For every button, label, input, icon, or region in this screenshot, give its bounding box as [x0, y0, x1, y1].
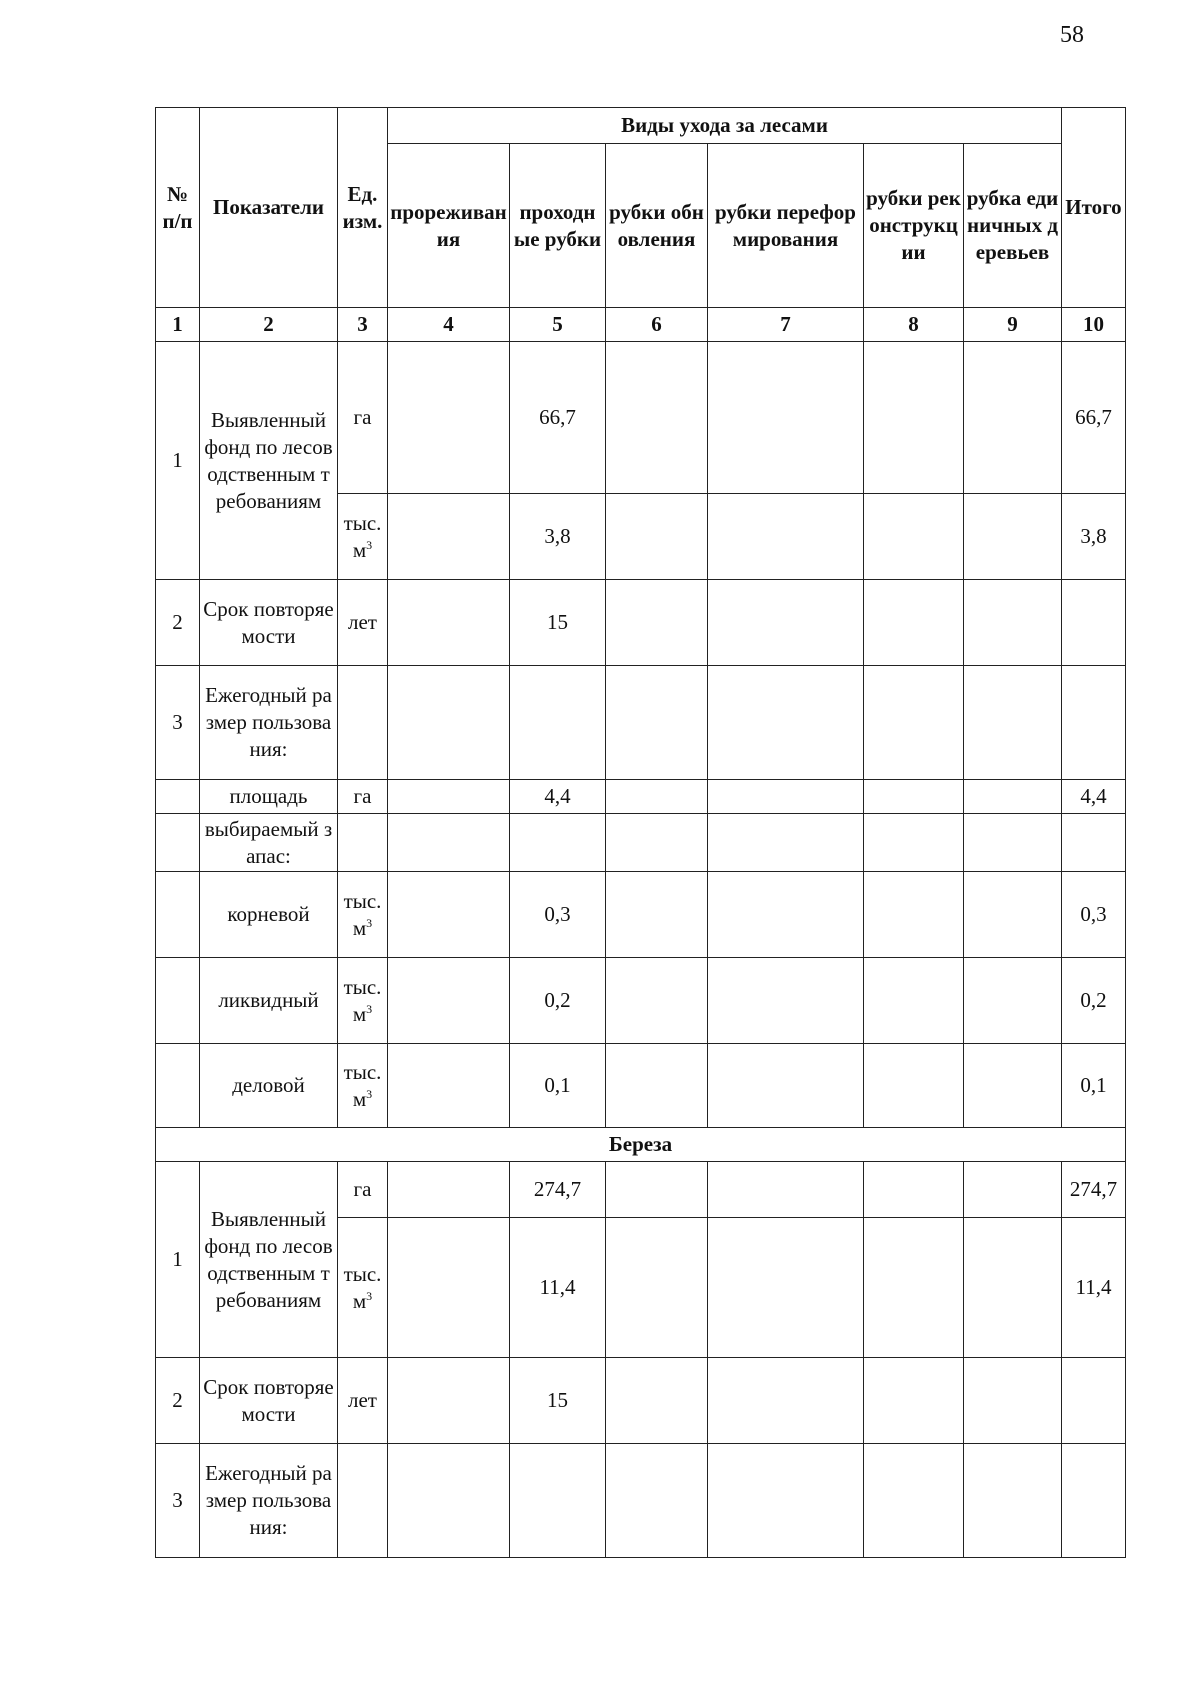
cell-total: 0,2	[1062, 958, 1126, 1044]
cell-c6	[606, 342, 708, 494]
cell-c4	[388, 958, 510, 1044]
cell-c8	[864, 342, 964, 494]
cell-c9	[964, 780, 1062, 814]
row-indicator: Срок повторяемости	[200, 580, 338, 666]
cell-total: 274,7	[1062, 1162, 1126, 1218]
table-row	[156, 780, 1126, 814]
cell-c9	[964, 494, 1062, 580]
cell-c6	[606, 1358, 708, 1444]
header-group-title: Виды ухода за лесами	[388, 108, 1062, 144]
cell-c9	[964, 666, 1062, 780]
cell-c5	[510, 666, 606, 780]
row-num: 1	[156, 342, 200, 580]
row-num: 3	[156, 1444, 200, 1558]
cell-c9	[964, 872, 1062, 958]
row-unit: лет	[338, 1358, 388, 1444]
cell-c8	[864, 872, 964, 958]
row-indicator: площадь	[200, 780, 338, 814]
cell-c6	[606, 666, 708, 780]
cell-c7	[708, 494, 864, 580]
cell-c7	[708, 814, 864, 872]
cell-c6	[606, 580, 708, 666]
row-unit: га	[338, 780, 388, 814]
cell-total: 3,8	[1062, 494, 1126, 580]
cell-total: 0,1	[1062, 1044, 1126, 1128]
cell-c5: 0,1	[510, 1044, 606, 1128]
page-number: 58	[1060, 22, 1084, 48]
table-row	[156, 958, 1126, 1044]
cell-c7	[708, 666, 864, 780]
cell-c5: 11,4	[510, 1218, 606, 1358]
cell-c8	[864, 1162, 964, 1218]
row-unit: тыс. $м^3$	[338, 1044, 388, 1128]
cell-c6	[606, 1218, 708, 1358]
cell-c7	[708, 1162, 864, 1218]
cell-c4	[388, 1162, 510, 1218]
cell-c9	[964, 342, 1062, 494]
row-unit: га	[338, 1162, 388, 1218]
cell-c5: 4,4	[510, 780, 606, 814]
row-unit	[338, 666, 388, 780]
cell-c8	[864, 814, 964, 872]
cell-total	[1062, 1358, 1126, 1444]
cell-c4	[388, 1044, 510, 1128]
cell-c5: 3,8	[510, 494, 606, 580]
col-number: 4	[388, 308, 510, 342]
cell-total	[1062, 814, 1126, 872]
cell-c8	[864, 958, 964, 1044]
table-row	[156, 342, 1126, 494]
cell-c8	[864, 1358, 964, 1444]
row-unit	[338, 814, 388, 872]
table-row	[156, 1162, 1126, 1218]
cell-c9	[964, 1218, 1062, 1358]
col-number: 8	[864, 308, 964, 342]
col-number: 5	[510, 308, 606, 342]
header-type-passage: проходные рубки	[510, 144, 606, 308]
cell-c7	[708, 958, 864, 1044]
cell-c7	[708, 780, 864, 814]
row-indicator: Выявленный фонд по лесоводственным требованиям	[200, 342, 338, 580]
cell-total: 0,3	[1062, 872, 1126, 958]
cell-c6	[606, 1444, 708, 1558]
cell-c6	[606, 1162, 708, 1218]
col-number: 6	[606, 308, 708, 342]
header-type-reformation: рубки переформирования	[708, 144, 864, 308]
cell-c4	[388, 666, 510, 780]
cell-c7	[708, 1218, 864, 1358]
row-unit: га	[338, 342, 388, 494]
cell-c8	[864, 1218, 964, 1358]
row-unit	[338, 1444, 388, 1558]
cell-c9	[964, 958, 1062, 1044]
cell-c6	[606, 494, 708, 580]
cell-c4	[388, 872, 510, 958]
row-indicator: Ежегодный размер пользования:	[200, 1444, 338, 1558]
cell-c6	[606, 780, 708, 814]
header-num: № п/п	[156, 108, 200, 308]
row-num	[156, 958, 200, 1044]
col-number: 10	[1062, 308, 1126, 342]
cell-c7	[708, 342, 864, 494]
table-row	[156, 872, 1126, 958]
col-number: 9	[964, 308, 1062, 342]
cell-c7	[708, 1444, 864, 1558]
row-indicator: Срок повторяемости	[200, 1358, 338, 1444]
cell-c9	[964, 580, 1062, 666]
cell-c5: 0,3	[510, 872, 606, 958]
header-total: Итого	[1062, 108, 1126, 308]
col-number: 1	[156, 308, 200, 342]
header-indicator: Показатели	[200, 108, 338, 308]
table-row	[156, 666, 1126, 780]
cell-c5: 15	[510, 1358, 606, 1444]
row-num	[156, 814, 200, 872]
cell-c4	[388, 342, 510, 494]
row-indicator: Выявленный фонд по лесоводственным требованиям	[200, 1162, 338, 1358]
table-row	[156, 1358, 1126, 1444]
cell-c8	[864, 1444, 964, 1558]
cell-c6	[606, 958, 708, 1044]
row-indicator: Ежегодный размер пользования:	[200, 666, 338, 780]
cell-c5	[510, 814, 606, 872]
row-num: 1	[156, 1162, 200, 1358]
cell-total	[1062, 580, 1126, 666]
cell-c6	[606, 814, 708, 872]
cell-c8	[864, 580, 964, 666]
cell-c4	[388, 1358, 510, 1444]
cell-c4	[388, 1444, 510, 1558]
col-number: 2	[200, 308, 338, 342]
cell-c9	[964, 814, 1062, 872]
table-row	[156, 814, 1126, 872]
cell-c8	[864, 1044, 964, 1128]
cell-c4	[388, 1218, 510, 1358]
row-unit: тыс. $м^3$	[338, 872, 388, 958]
cell-c8	[864, 666, 964, 780]
row-unit: тыс. $м^3$	[338, 494, 388, 580]
header-type-single-trees: рубка единичных деревьев	[964, 144, 1062, 308]
cell-c9	[964, 1044, 1062, 1128]
cell-c8	[864, 494, 964, 580]
row-indicator: выбираемый запас:	[200, 814, 338, 872]
cell-c4	[388, 814, 510, 872]
cell-c4	[388, 494, 510, 580]
row-num	[156, 872, 200, 958]
cell-c4	[388, 780, 510, 814]
cell-c8	[864, 780, 964, 814]
cell-c9	[964, 1444, 1062, 1558]
cell-c4	[388, 580, 510, 666]
row-num	[156, 1044, 200, 1128]
col-number: 7	[708, 308, 864, 342]
row-num: 3	[156, 666, 200, 780]
section-title: Береза	[156, 1128, 1126, 1162]
cell-total: 11,4	[1062, 1218, 1126, 1358]
cell-c5: 15	[510, 580, 606, 666]
cell-c5: 0,2	[510, 958, 606, 1044]
cell-total	[1062, 666, 1126, 780]
row-num	[156, 780, 200, 814]
header-type-reconstruction: рубки реконструкции	[864, 144, 964, 308]
header-type-thinning: прореживания	[388, 144, 510, 308]
cell-c9	[964, 1162, 1062, 1218]
table-row	[156, 580, 1126, 666]
cell-total: 66,7	[1062, 342, 1126, 494]
cell-c7	[708, 1044, 864, 1128]
cell-c5: 274,7	[510, 1162, 606, 1218]
cell-c9	[964, 1358, 1062, 1444]
cell-c7	[708, 1358, 864, 1444]
cell-c5	[510, 1444, 606, 1558]
row-num: 2	[156, 580, 200, 666]
row-unit: тыс. $м^3$	[338, 1218, 388, 1358]
row-indicator: ликвидный	[200, 958, 338, 1044]
table-row	[156, 1044, 1126, 1128]
cell-c6	[606, 1044, 708, 1128]
cell-total: 4,4	[1062, 780, 1126, 814]
forest-care-table	[155, 107, 1126, 1558]
row-unit: лет	[338, 580, 388, 666]
col-number: 3	[338, 308, 388, 342]
row-unit: тыс. $м^3$	[338, 958, 388, 1044]
row-num: 2	[156, 1358, 200, 1444]
header-unit: Ед. изм.	[338, 108, 388, 308]
cell-c5: 66,7	[510, 342, 606, 494]
row-indicator: корневой	[200, 872, 338, 958]
header-type-renewal: рубки обновления	[606, 144, 708, 308]
cell-c7	[708, 872, 864, 958]
table-row	[156, 1444, 1126, 1558]
row-indicator: деловой	[200, 1044, 338, 1128]
cell-c6	[606, 872, 708, 958]
cell-total	[1062, 1444, 1126, 1558]
section-title-row	[156, 1128, 1126, 1162]
cell-c7	[708, 580, 864, 666]
